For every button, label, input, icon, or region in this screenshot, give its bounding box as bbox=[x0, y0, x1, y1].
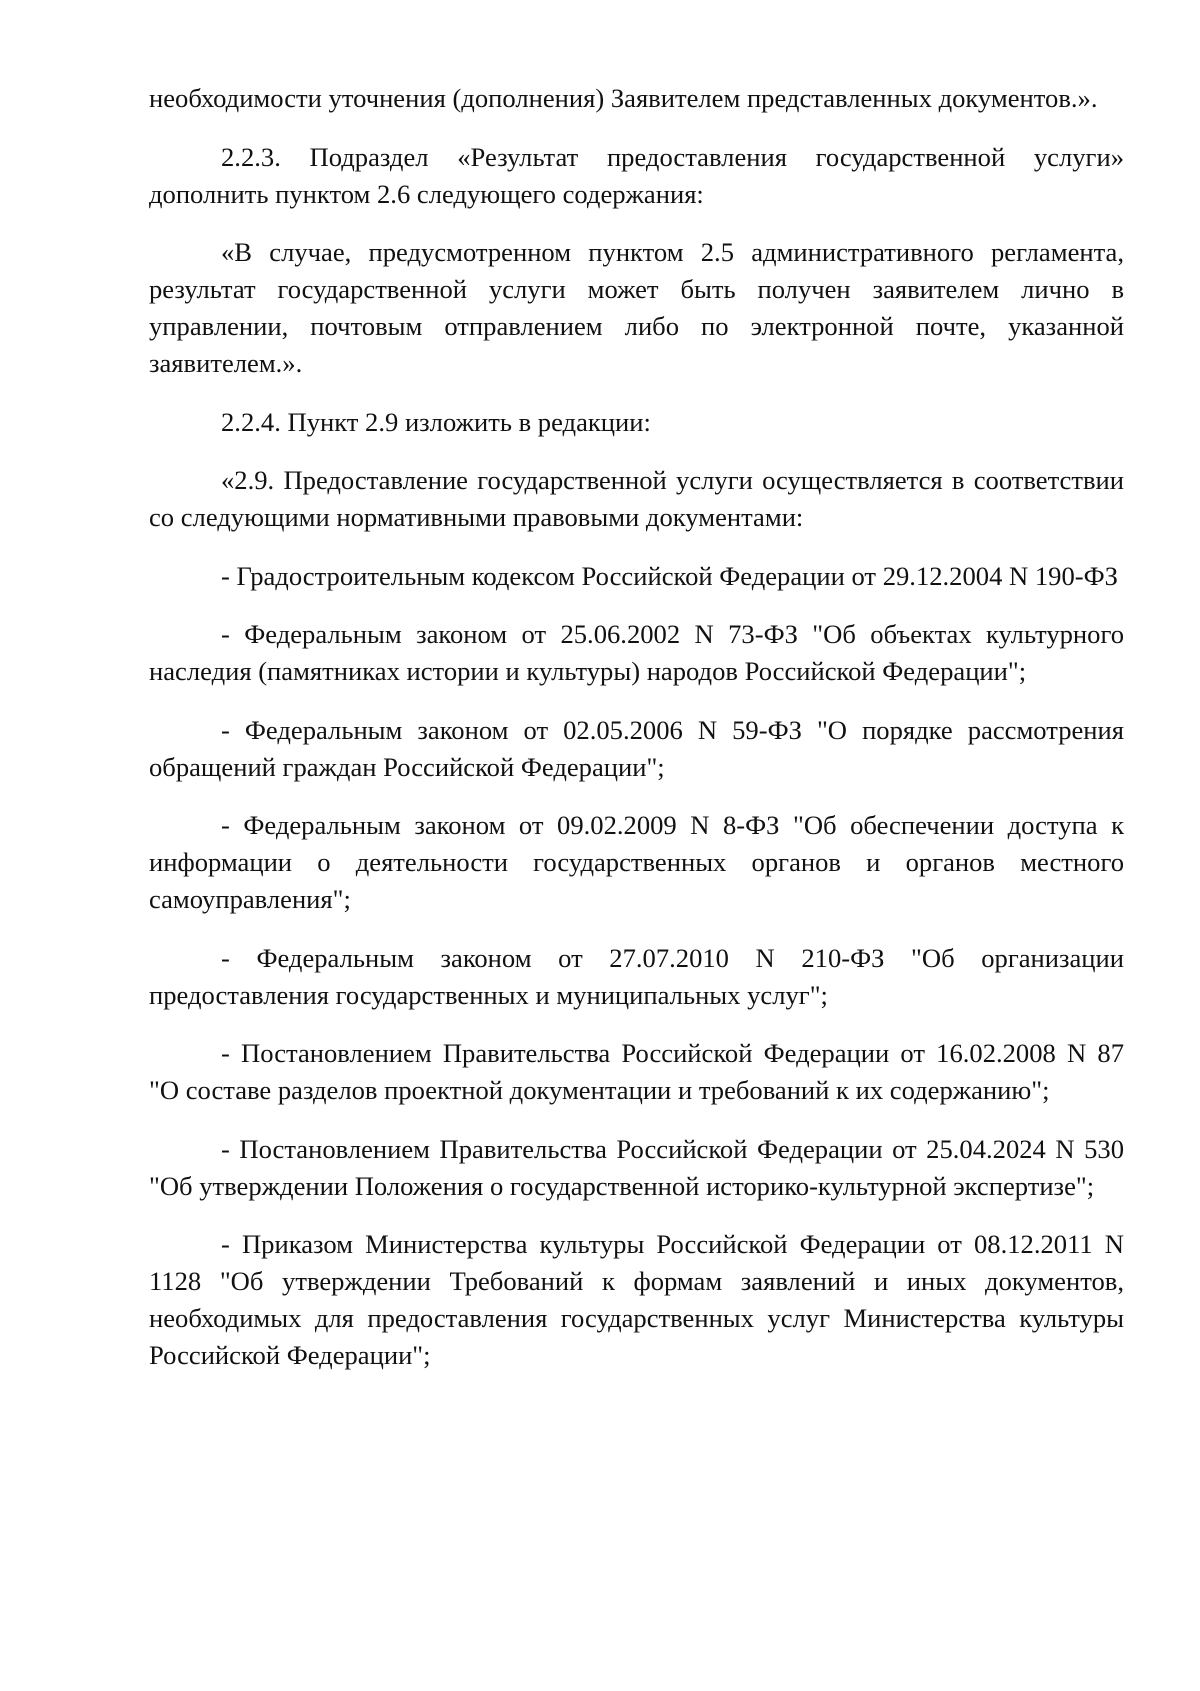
paragraph-2-2-4: 2.2.4. Пункт 2.9 изложить в редакции: bbox=[221, 406, 651, 437]
paragraph-2-9: «2.9. Предоставление государственной услуги осуществляется в соответствии со следующими нормативными правовыми документами: bbox=[149, 465, 1124, 532]
list-item-law-59fz: - Федеральным законом от 02.05.2006 N 59-ФЗ "О порядке рассмотрения обращений граждан Российской Федерации"; bbox=[149, 714, 1124, 782]
paragraph-2-2-3: 2.2.3. Подраздел «Результат предоставления государственной услуги» дополнить пунктом 2.6 следующего содержания: bbox=[149, 141, 1124, 209]
list-item-law-8fz: - Федеральным законом от 09.02.2009 N 8-ФЗ "Об обеспечении доступа к информации о деятельности государственных органов и органов местного самоуправления"; bbox=[149, 810, 1124, 914]
list-item-law-210fz: - Федеральным законом от 27.07.2010 N 210-ФЗ "Об организации предоставления государственных и муниципальных услуг"; bbox=[149, 942, 1124, 1010]
paragraph-continuation: необходимости уточнения (дополнения) Заявителем представленных документов.». bbox=[149, 83, 1098, 113]
paragraph-quote-2-6: «В случае, предусмотренном пунктом 2.5 административного регламента, результат государственной услуги может быть получен заявителем лично в управлении, почтовым отправлением либо по электронной почте, указанной заявителем.». bbox=[149, 237, 1124, 378]
list-item-grad-code: - Градостроительным кодексом Российской Федерации от 29.12.2004 N 190-ФЗ bbox=[221, 560, 1118, 591]
list-item-resolution-87: - Постановлением Правительства Российской Федерации от 16.02.2008 N 87 "О составе разделов проектной документации и требований к их содержанию"; bbox=[149, 1038, 1124, 1105]
document-body bbox=[149, 80, 1124, 1396]
list-item-order-1128: - Приказом Министерства культуры Российской Федерации от 08.12.2011 N 1128 "Об утверждении Требований к формам заявлений и иных документов, необходимых для предоставления государственных услуг Министерства культуры Российской Федерации"; bbox=[149, 1229, 1124, 1370]
list-item-resolution-530: - Постановлением Правительства Российской Федерации от 25.04.2024 N 530 "Об утверждении Положения о государственной историко-культурной экспертизе"; bbox=[149, 1133, 1124, 1201]
list-item-law-73fz: - Федеральным законом от 25.06.2002 N 73-ФЗ "Об объектах культурного наследия (памятниках истории и культуры) народов Российской Федерации"; bbox=[149, 619, 1124, 686]
